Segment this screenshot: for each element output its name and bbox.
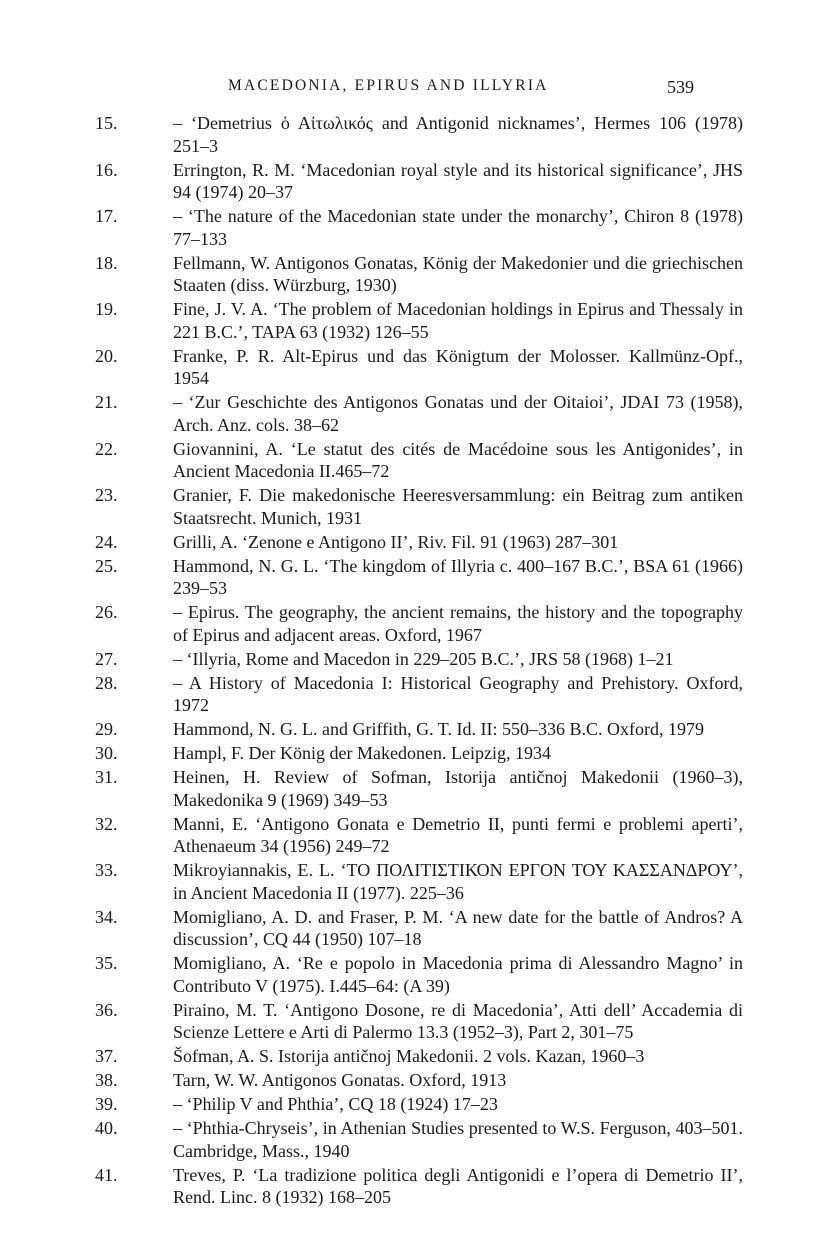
bibliography-entry <box>95 391 743 436</box>
entry-text: – ‘Phthia-Chryseis’, in Athenian Studies presented to W.S. Ferguson, 403–501. Cambridge, Mass., 1940 <box>173 1118 743 1161</box>
entry-number: 37. <box>95 1046 118 1066</box>
bibliography-entry <box>95 531 743 554</box>
entry-number: 40. <box>95 1118 118 1138</box>
entry-text: – ‘Illyria, Rome and Macedon in 229–205 B.C.’, JRS 58 (1968) 1–21 <box>173 648 674 669</box>
bibliography-entry <box>95 484 743 529</box>
bibliography-entry <box>95 718 743 741</box>
bibliography-entry <box>95 813 743 858</box>
running-head <box>132 77 694 101</box>
entry-text: Treves, P. ‘La tradizione politica degli Antigonidi e l’opera di Demetrio II’, Rend. Linc. 8 (1932) 168–205 <box>173 1164 743 1207</box>
entry-text: Giovannini, A. ‘Le statut des cités de Macédoine sous les Antigonides’, in Ancient Macedonia II.465–72 <box>173 438 743 481</box>
entry-text: Hammond, N. G. L. and Griffith, G. T. Id. II: 550–336 B.C. Oxford, 1979 <box>173 719 704 739</box>
bibliography-entry <box>95 672 743 717</box>
entry-number: 38. <box>95 1070 118 1090</box>
bibliography-entry <box>95 345 743 390</box>
entry-number: 18. <box>95 252 118 273</box>
entry-text: Errington, R. M. ‘Macedonian royal style and its historical significance’, JHS 94 (1974) 20–37 <box>173 159 743 202</box>
bibliography-entry <box>95 906 743 951</box>
bibliography-entry <box>95 1093 743 1116</box>
entry-text: – ‘Philip V and Phthia’, CQ 18 (1924) 17–23 <box>173 1094 498 1114</box>
running-title: MACEDONIA, EPIRUS AND ILLYRIA <box>228 77 549 94</box>
entry-text: Piraino, M. T. ‘Antigono Dosone, re di Macedonia’, Atti dell’ Accademia di Scienze Lettere e Arti di Palermo 13.3 (1952–3), Part 2, 301–75 <box>173 999 743 1042</box>
bibliography-entry <box>95 742 743 765</box>
bibliography-entry <box>95 859 743 904</box>
entry-text: – A History of Macedonia I: Historical Geography and Prehistory. Oxford, 1972 <box>173 672 743 715</box>
bibliography-entry <box>95 1069 743 1092</box>
entry-text: Šofman, A. S. Istorija antičnoj Makedonii. 2 vols. Kazan, 1960–3 <box>173 1046 645 1066</box>
entry-text: Fine, J. V. A. ‘The problem of Macedonian holdings in Epirus and Thessaly in 221 B.C.’, TAPA 63 (1932) 126–55 <box>173 299 743 342</box>
entry-number: 23. <box>95 485 118 505</box>
entry-text: – Epirus. The geography, the ancient remains, the history and the topography of Epirus and adjacent areas. Oxford, 1967 <box>173 602 743 645</box>
entry-text: Heinen, H. Review of Sofman, Istorija antičnoj Makedonii (1960–3), Makedonika 9 (1969) 349–53 <box>173 767 743 810</box>
entry-number: 41. <box>95 1164 118 1185</box>
bibliography-entry <box>95 648 743 671</box>
entry-number: 24. <box>95 531 118 552</box>
bibliography-entry <box>95 298 743 343</box>
entry-number: 28. <box>95 672 118 693</box>
entry-number: 32. <box>95 813 118 834</box>
entry-number: 30. <box>95 743 118 763</box>
bibliography-entry <box>95 952 743 997</box>
entry-text: – ‘Zur Geschichte des Antigonos Gonatas und der Oitaioi’, JDAI 73 (1958), Arch. Anz. cols. 38–62 <box>173 392 743 435</box>
bibliography-entry <box>95 601 743 646</box>
bibliography-entry <box>95 1045 743 1068</box>
entry-text: Manni, E. ‘Antigono Gonata e Demetrio II, punti fermi e problemi aperti’, Athenaeum 34 (1956) 249–72 <box>173 813 743 856</box>
entry-number: 21. <box>95 392 118 412</box>
entry-number: 29. <box>95 719 118 739</box>
bibliography-entry <box>95 999 743 1044</box>
bibliography-entry <box>95 1117 743 1162</box>
entry-number: 26. <box>95 602 118 622</box>
entry-text: Fellmann, W. Antigonos Gonatas, König der Makedonier und die griechischen Staaten (diss. Würzburg, 1930) <box>173 252 743 295</box>
bibliography-entry <box>95 252 743 297</box>
entry-text: Hampl, F. Der König der Makedonen. Leipzig, 1934 <box>173 743 551 763</box>
bibliography-entry <box>95 766 743 811</box>
entry-number: 33. <box>95 860 118 880</box>
entry-text: Grilli, A. ‘Zenone e Antigono II’, Riv. Fil. 91 (1963) 287–301 <box>173 531 619 552</box>
bibliography-entry <box>95 1164 743 1209</box>
entry-number: 17. <box>95 206 118 226</box>
entry-number: 19. <box>95 299 118 319</box>
entry-text: Momigliano, A. D. and Fraser, P. M. ‘A new date for the battle of Andros? A discussion’, CQ 44 (1950) 107–18 <box>173 906 743 949</box>
entry-text: Franke, P. R. Alt-Epirus und das Königtum der Molosser. Kallmünz-Opf., 1954 <box>173 345 743 388</box>
entry-text: Hammond, N. G. L. ‘The kingdom of Illyria c. 400–167 B.C.’, BSA 61 (1966) 239–53 <box>173 555 743 598</box>
entry-number: 25. <box>95 555 118 576</box>
bibliography-entry <box>95 438 743 483</box>
entry-number: 35. <box>95 953 118 973</box>
bibliography-list <box>0 112 822 1210</box>
page-number: 539 <box>667 77 694 97</box>
entry-number: 15. <box>95 113 118 133</box>
entry-text: Momigliano, A. ‘Re e popolo in Macedonia prima di Alessandro Magno’ in Contributo V (1975). I.445–64: (A 39) <box>173 953 743 996</box>
entry-number: 20. <box>95 345 118 366</box>
entry-number: 22. <box>95 438 118 459</box>
entry-number: 36. <box>95 999 118 1020</box>
entry-number: 27. <box>95 648 118 669</box>
entry-text: – ‘Demetrius ὁ Αἰτωλικός and Antigonid nicknames’, Hermes 106 (1978) 251–3 <box>173 113 743 156</box>
entry-text: Mikroyiannakis, E. L. ‘ΤΟ ΠΟΛΙΤΙΣΤΙΚΟΝ ΕΡΓΟΝ ΤΟΥ ΚΑΣΣΑΝΔΡΟΥ’, in Ancient Macedonia II (1977). 225–36 <box>173 860 743 903</box>
bibliography-entry <box>95 112 743 157</box>
entry-number: 39. <box>95 1094 118 1114</box>
bibliography-entry <box>95 555 743 600</box>
entry-text: – ‘The nature of the Macedonian state under the monarchy’, Chiron 8 (1978) 77–133 <box>173 206 743 249</box>
bibliography-entry <box>95 159 743 204</box>
entry-number: 34. <box>95 906 118 927</box>
entry-text: Tarn, W. W. Antigonos Gonatas. Oxford, 1913 <box>173 1070 507 1090</box>
entry-text: Granier, F. Die makedonische Heeresversammlung: ein Beitrag zum antiken Staatsrecht. Munich, 1931 <box>173 485 743 528</box>
entry-number: 16. <box>95 159 118 180</box>
bibliography-entry <box>95 205 743 250</box>
entry-number: 31. <box>95 767 118 787</box>
